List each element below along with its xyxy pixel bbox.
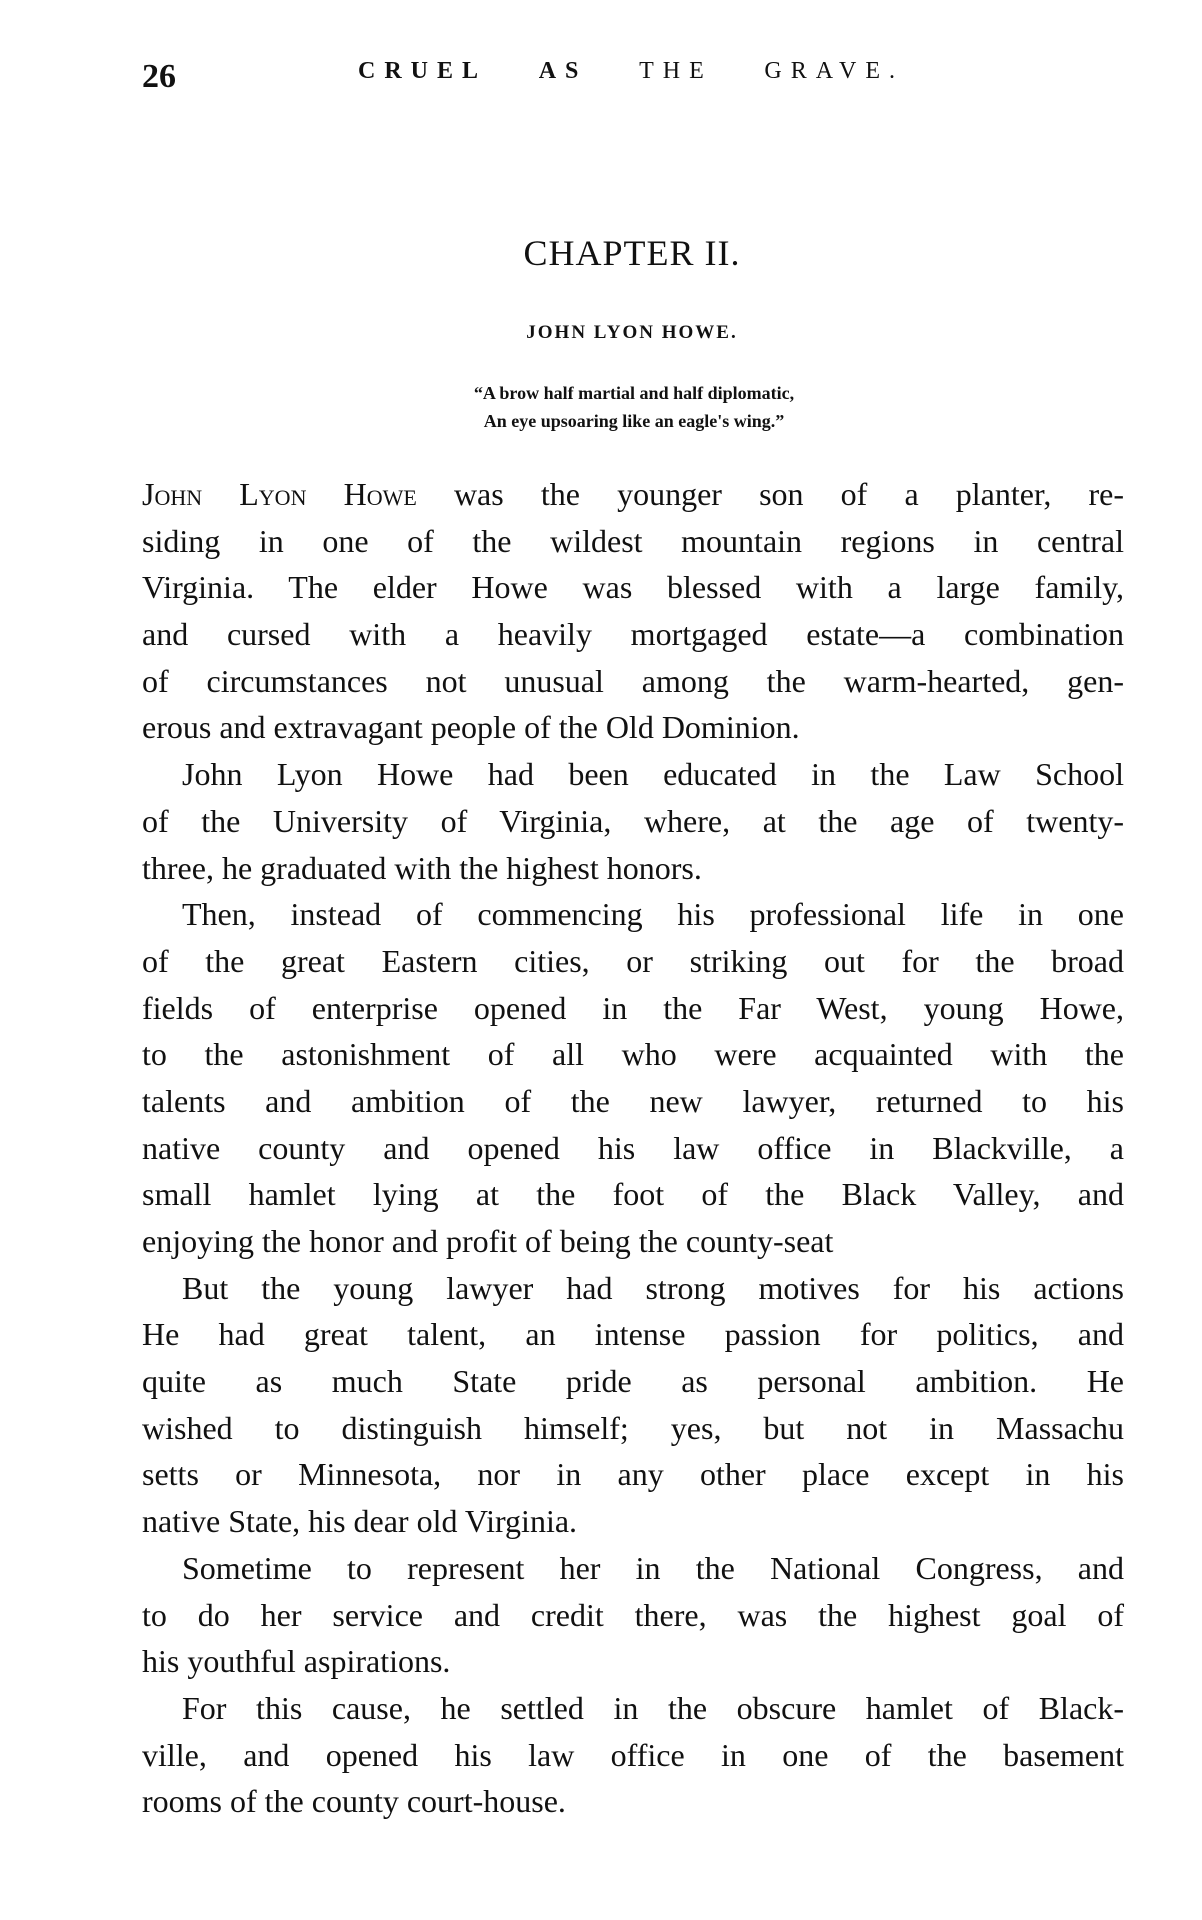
text-line [142,611,1124,658]
line-text: ville, and opened his law office in one of the basement [142,1736,1124,1773]
line-text: setts or Minnesota, nor in any other place except in his [142,1456,1124,1493]
text-line [142,751,1124,798]
chapter-subtitle: JOHN LYON HOWE. [526,322,738,343]
text-line [142,1078,1124,1125]
line-text: wished to distinguish himself; yes, but not in Massachu [142,1409,1124,1446]
text-line [142,1732,1124,1779]
text-line [142,1311,1124,1358]
body-text [142,471,1124,1825]
text-line [142,1451,1124,1498]
line-text: to do her service and credit there, was the highest goal of [142,1596,1124,1633]
line-text: small hamlet lying at the foot of the Black Valley, and [142,1176,1124,1213]
text-line [142,938,1124,985]
line-text: Then, instead of commencing his professional life in one [182,896,1124,933]
line-text: talents and ambition of the new lawyer, returned to his [142,1082,1124,1119]
line-text: But the young lawyer had strong motives for his actions [182,1269,1124,1306]
text-line [142,1778,1124,1825]
text-line [142,891,1124,938]
running-title [358,58,904,85]
text-line [142,564,1124,611]
line-text: John Lyon Howe had been educated in the Law School [182,756,1124,793]
text-line [142,845,1124,892]
line-text: was the younger son of a planter, re- [416,476,1125,512]
text-line [142,985,1124,1032]
text-line [142,1638,1124,1685]
line-text: and cursed with a heavily mortgaged estate—a combination [142,616,1124,653]
line-text: of the great Eastern cities, or striking out for the broad [142,942,1124,979]
text-line [142,1358,1124,1405]
text-line [142,1685,1124,1732]
line-text: erous and extravagant people of the Old Dominion. [142,709,800,746]
line-text: native county and opened his law office in Blackville, a [142,1129,1124,1166]
text-line [142,658,1124,705]
text-line [142,1265,1124,1312]
epigraph-line: An eye upsoaring like an eagle's wing.” [483,411,785,431]
line-text: fields of enterprise opened in the Far West, young Howe, [142,989,1124,1026]
lead-small-caps: John Lyon Howe [142,476,417,512]
text-line [142,1171,1124,1218]
line-text: of circumstances not unusual among the warm-hearted, gen- [142,662,1124,699]
line-text: He had great talent, an intense passion for politics, and [142,1316,1124,1353]
text-line [142,1125,1124,1172]
page-number: 26 [142,58,176,95]
text-line [142,1405,1124,1452]
line-text: his youthful aspirations. [142,1643,451,1680]
line-text: enjoying the honor and profit of being the county-seat [142,1223,834,1259]
line-text: quite as much State pride as personal ambition. He [142,1363,1124,1400]
line-text: three, he graduated with the highest honors. [142,849,702,886]
line-text: siding in one of the wildest mountain regions in central [142,522,1124,559]
text-line [142,1218,1124,1265]
line-text: Sometime to represent her in the National Congress, and [182,1549,1124,1586]
line-text: native State, his dear old Virginia. [142,1503,578,1540]
line-text: Virginia. The elder Howe was blessed with a large family, [142,569,1124,606]
running-title-word: GRAVE. [764,58,904,84]
text-line [142,471,1124,518]
text-line [142,1498,1124,1545]
epigraph-line: “A brow half martial and half diplomatic, [473,383,795,403]
line-text: of the University of Virginia, where, at the age of twenty- [142,802,1124,839]
text-line [142,518,1124,565]
line-text: to the astonishment of all who were acquainted with the [142,1036,1124,1073]
running-title-word: CRUEL [358,58,488,84]
chapter-title: CHAPTER II. [523,233,741,273]
line-text: rooms of the county court-house. [142,1783,566,1820]
running-title-word: AS [538,58,588,84]
text-line [142,704,1124,751]
running-title-word: THE [639,58,713,84]
text-line [142,1545,1124,1592]
line-text: For this cause, he settled in the obscure hamlet of Black- [182,1689,1124,1726]
text-line [142,1031,1124,1078]
text-line [142,1592,1124,1639]
text-line [142,798,1124,845]
